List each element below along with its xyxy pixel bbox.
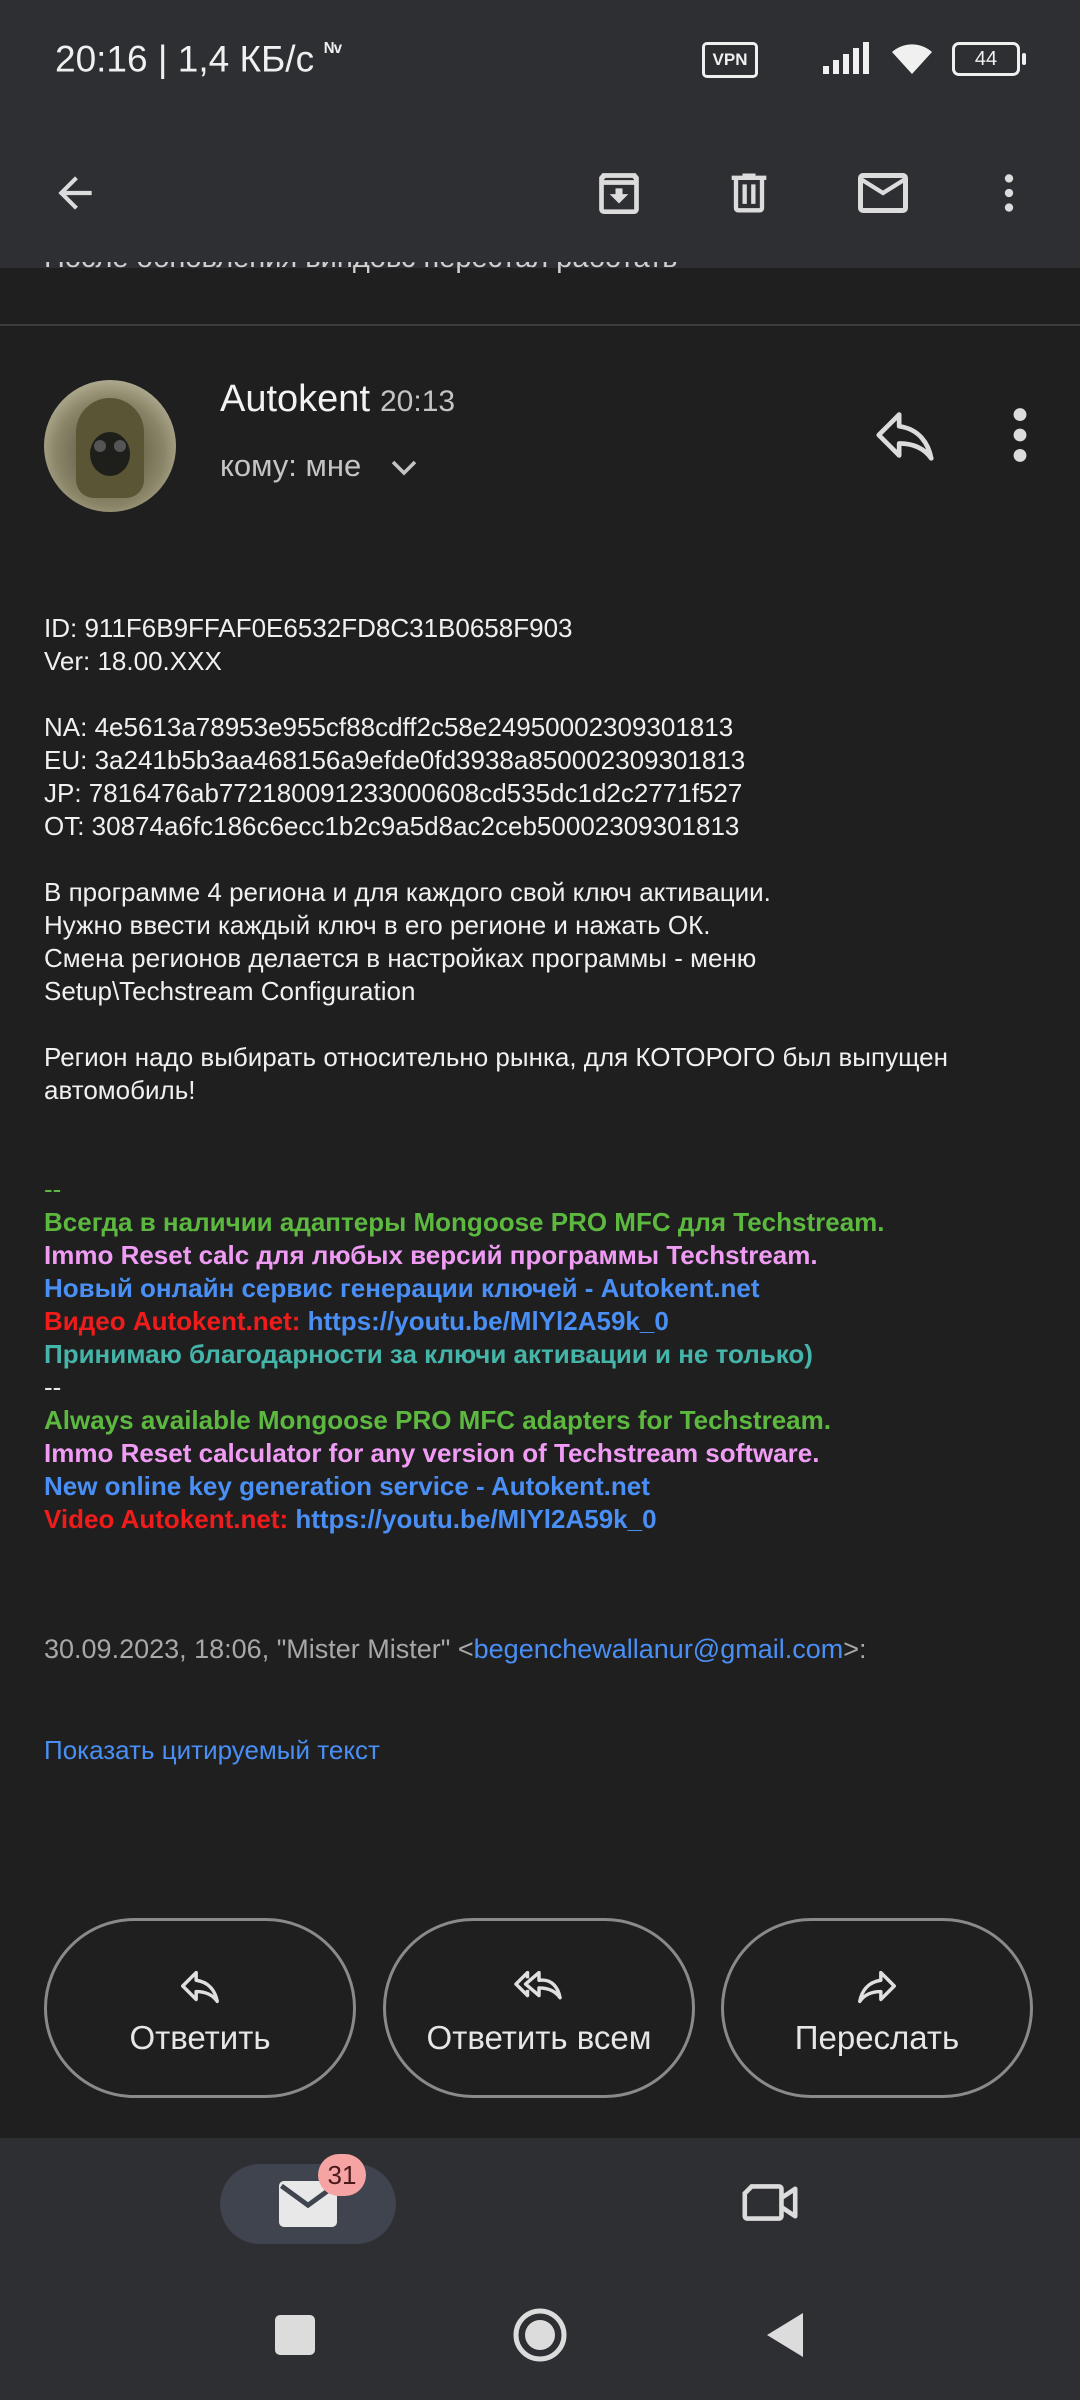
show-quoted-text-link[interactable]: Показать цитируемый текст — [44, 1735, 380, 1765]
signature-line: Новый онлайн сервис генерации ключей - Autokent.net — [44, 1273, 760, 1303]
sender-name[interactable]: Autokent — [220, 378, 370, 420]
signature-line: Always available Mongoose PRO MFC adapters for Techstream. — [44, 1405, 831, 1435]
reply-icon[interactable] — [870, 400, 940, 470]
reply-all-button[interactable] — [383, 1918, 695, 2098]
recipient-toggle[interactable] — [220, 448, 418, 486]
signature-line: New online key generation service - Autokent.net — [44, 1471, 650, 1501]
forward-button-label: Переслать — [794, 2019, 960, 2056]
body-line: Регион надо выбирать относительно рынка, для КОТОРОГО был выпущен — [44, 1042, 948, 1072]
signature-line: Immo Reset calc для любых версий программы Techstream. — [44, 1240, 818, 1270]
status-bar — [0, 0, 1080, 120]
signature-separator: -- — [44, 1174, 62, 1204]
forward-button[interactable] — [721, 1918, 1033, 2098]
reply-all-icon — [386, 1963, 692, 2009]
signature-line: Принимаю благодарности за ключи активации и не только) — [44, 1339, 813, 1369]
back-button[interactable] — [755, 2305, 815, 2365]
divider — [0, 324, 1080, 326]
vpn-icon: VPN — [702, 42, 758, 78]
recents-button[interactable] — [265, 2305, 325, 2365]
battery-icon: 44 — [952, 42, 1020, 76]
video-link[interactable]: https://youtu.be/MlYl2A59k_0 — [295, 1504, 657, 1534]
signature-video-line — [44, 1305, 1044, 1338]
avatar[interactable] — [44, 380, 176, 512]
status-time: 20:16 | 1,4 КБ/с $^{ᴺᵛ}$ — [55, 38, 342, 80]
message-body — [44, 612, 1044, 1536]
signature-separator: -- — [44, 1372, 62, 1402]
message-more-icon[interactable] — [1000, 400, 1040, 470]
body-line: Нужно ввести каждый ключ в его регионе и нажать ОК. — [44, 910, 711, 940]
body-line: ID: 911F6B9FFAF0E6532FD8C31B0658F903 — [44, 613, 573, 643]
reply-all-button-label: Ответить всем — [426, 2019, 652, 2056]
wifi-icon — [889, 40, 935, 76]
reply-icon — [47, 1963, 353, 2009]
mark-unread-icon[interactable] — [838, 148, 928, 238]
network-indicator: ᴺᵛ — [324, 38, 342, 63]
more-vert-icon[interactable] — [964, 148, 1054, 238]
reply-button[interactable] — [44, 1918, 356, 2098]
signature-line: Immo Reset calculator for any version of Techstream software. — [44, 1438, 820, 1468]
mail-tab[interactable] — [220, 2164, 396, 2244]
body-line: Ver: 18.00.XXX — [44, 646, 222, 676]
forward-icon — [724, 1963, 1030, 2009]
body-line: JP: 7816476ab772180091233000608cd535dc1d2c2771f527 — [44, 778, 743, 808]
body-line: В программе 4 региона и для каждого свой ключ активации. — [44, 877, 771, 907]
body-line: EU: 3a241b5b3aa468156a9efde0fd3938a850002309301813 — [44, 745, 746, 775]
unread-count-badge: 31 — [318, 2154, 366, 2196]
reply-button-label: Ответить — [129, 2019, 271, 2056]
signature-video-line — [44, 1503, 1044, 1536]
meet-tab[interactable] — [740, 2175, 800, 2230]
recipient-label: кому: мне — [220, 448, 362, 483]
body-line: автомобиль! — [44, 1075, 196, 1105]
delete-icon[interactable] — [704, 148, 794, 238]
status-icons — [700, 40, 1020, 80]
body-line: Setup\Techstream Configuration — [44, 976, 416, 1006]
body-line: NA: 4e5613a78953e955cf88cdff2c58e24950002309301813 — [44, 712, 734, 742]
signal-icon — [823, 40, 875, 76]
video-label: Видео Autokent.net: — [44, 1306, 301, 1336]
video-label: Video Autokent.net: — [44, 1504, 289, 1534]
video-camera-icon — [740, 2175, 800, 2230]
body-line: OT: 30874a6fc186c6ecc1b2c9a5d8ac2ceb50002309301813 — [44, 811, 740, 841]
signature — [44, 1173, 1044, 1536]
video-link[interactable]: https://youtu.be/MlYl2A59k_0 — [307, 1306, 669, 1336]
quoted-email-link[interactable]: begenchewallanur@gmail.com — [473, 1634, 844, 1664]
chevron-down-icon — [390, 450, 418, 486]
home-button[interactable] — [510, 2305, 570, 2365]
message-time: 20:13 — [380, 385, 456, 418]
body-line: Смена регионов делается в настройках программы - меню — [44, 943, 757, 973]
quote-header: 30.09.2023, 18:06, "Mister Mister" <begenchewallanur@gmail.com>: — [44, 1634, 867, 1664]
back-arrow-icon[interactable] — [30, 148, 120, 238]
sender-line — [220, 378, 455, 421]
archive-icon[interactable] — [574, 148, 664, 238]
signature-line: Всегда в наличии адаптеры Mongoose PRO MFC для Techstream. — [44, 1207, 885, 1237]
app-bar — [0, 120, 1080, 268]
